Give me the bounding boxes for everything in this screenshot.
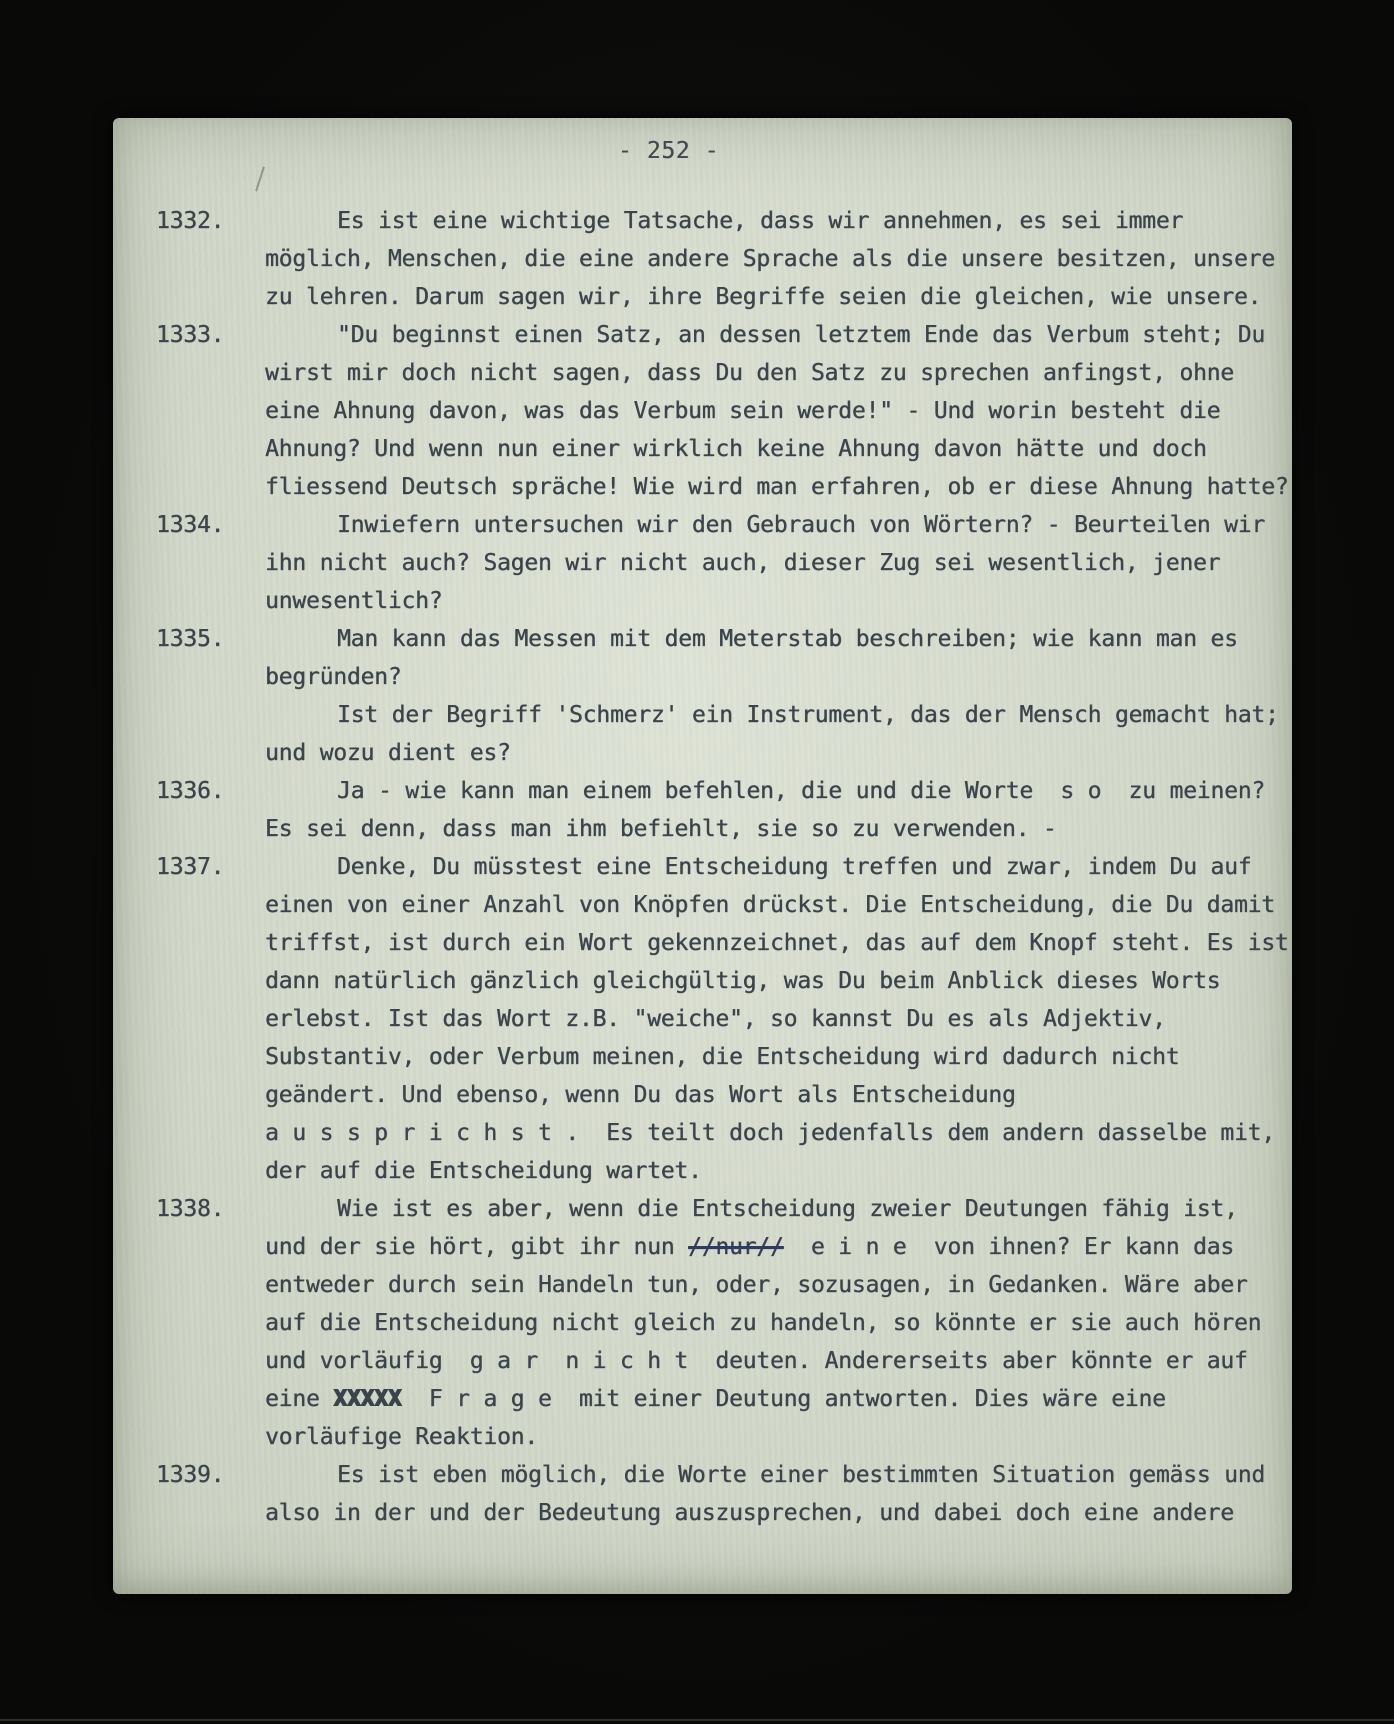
text-line xyxy=(265,1114,1286,1152)
text-run: Ist der Begriff 'Schmerz' ein Instrument, das der Mensch gemacht hat; xyxy=(337,702,1279,728)
text-line xyxy=(265,1342,1286,1380)
text-run: auf die Entscheidung nicht gleich zu handeln, so könnte er sie auch hören xyxy=(265,1310,1262,1336)
text-line xyxy=(265,506,1286,544)
text-run: eine Ahnung davon, was das Verbum sein werde!" - Und worin besteht die xyxy=(265,398,1221,424)
typescript-body xyxy=(156,202,1289,1532)
paragraph-row xyxy=(156,202,1286,316)
text-run: und der sie hört, gibt ihr nun xyxy=(265,1234,689,1260)
document-page xyxy=(113,118,1292,1594)
text-line xyxy=(265,696,1286,734)
text-run: Inwiefern untersuchen wir den Gebrauch von Wörtern? - Beurteilen wir xyxy=(337,512,1266,538)
text-run: Man kann das Messen mit dem Meterstab beschreiben; wie kann man es xyxy=(337,626,1238,652)
text-run: einen von einer Anzahl von Knöpfen drückst. Die Entscheidung, die Du damit xyxy=(265,892,1275,918)
text-run: Es ist eben möglich, die Worte einer bestimmten Situation gemäss und xyxy=(337,1462,1266,1488)
paragraph-row xyxy=(156,848,1289,1190)
text-line xyxy=(265,886,1286,924)
text-line xyxy=(265,544,1286,582)
text-run: Wie ist es aber, wenn die Entscheidung zweier Deutungen fähig ist, xyxy=(337,1196,1238,1222)
paragraph-lines xyxy=(265,316,1289,506)
text-line xyxy=(265,202,1286,240)
text-run: ihn nicht auch? Sagen wir nicht auch, dieser Zug sei wesentlich, jener xyxy=(265,550,1221,576)
paragraph-lines xyxy=(265,506,1286,620)
text-line xyxy=(265,278,1286,316)
text-run: Denke, Du müsstest eine Entscheidung treffen und zwar, indem Du auf xyxy=(337,854,1252,880)
stray-pen-mark xyxy=(255,166,265,191)
text-run: fliessend Deutsch spräche! Wie wird man erfahren, ob er diese Ahnung hatte? xyxy=(265,474,1289,500)
photo-edge-artifact xyxy=(0,1719,1394,1721)
text-run: der auf die Entscheidung wartet. xyxy=(265,1158,702,1184)
text-line xyxy=(265,734,1286,772)
text-line xyxy=(265,1304,1286,1342)
text-run: zu lehren. Darum sagen wir, ihre Begriffe seien die gleichen, wie unsere. xyxy=(265,284,1262,310)
text-line xyxy=(265,392,1286,430)
text-run: Substantiv, oder Verbum meinen, die Entscheidung wird dadurch nicht xyxy=(265,1044,1180,1070)
paragraph-lines xyxy=(265,1190,1286,1456)
paragraph-number: 1338. xyxy=(156,1196,225,1222)
text-line xyxy=(265,1038,1286,1076)
text-line xyxy=(265,1190,1286,1228)
paragraph-lines xyxy=(265,772,1286,848)
paragraph-lines xyxy=(265,848,1289,1190)
text-line xyxy=(265,468,1289,506)
paragraph-lines xyxy=(265,696,1286,772)
text-line xyxy=(265,772,1286,810)
paragraph-number: 1337. xyxy=(156,854,225,880)
text-run: dann natürlich gänzlich gleichgültig, was Du beim Anblick dieses Worts xyxy=(265,968,1221,994)
text-run: erlebst. Ist das Wort z.B. "weiche", so kannst Du es als Adjektiv, xyxy=(265,1006,1166,1032)
text-run: vorläufige Reaktion. xyxy=(265,1424,538,1450)
paragraph-lines xyxy=(265,620,1286,696)
text-run: Es sei denn, dass man ihm befiehlt, sie so zu verwenden. - xyxy=(265,816,1057,842)
text-run: F r a g e mit einer Deutung antworten. Dies wäre eine xyxy=(401,1386,1166,1412)
paragraph-number: 1336. xyxy=(156,778,225,804)
page-number: - 252 - xyxy=(618,138,720,164)
paragraph-number: 1334. xyxy=(156,512,225,538)
paragraph-row xyxy=(156,1190,1286,1456)
struck-out-word: //nur// xyxy=(688,1234,784,1260)
text-run: Ja - wie kann man einem befehlen, die und die Worte s o zu meinen? xyxy=(337,778,1266,804)
paragraph-number: 1333. xyxy=(156,322,225,348)
text-run: geändert. Und ebenso, wenn Du das Wort als Entscheidung xyxy=(265,1082,1016,1108)
paragraph-row xyxy=(156,506,1286,620)
text-line xyxy=(265,1456,1286,1494)
text-run: möglich, Menschen, die eine andere Sprache als die unsere besitzen, unsere xyxy=(265,246,1275,272)
paragraph-lines xyxy=(265,1456,1286,1532)
text-run: Ahnung? Und wenn nun einer wirklich keine Ahnung davon hätte und doch xyxy=(265,436,1207,462)
paragraph-row xyxy=(156,772,1286,848)
text-line xyxy=(265,620,1286,658)
text-line xyxy=(265,962,1286,1000)
text-line xyxy=(265,240,1286,278)
text-line xyxy=(265,1228,1286,1266)
paragraph-lines xyxy=(265,202,1286,316)
text-line xyxy=(265,924,1289,962)
text-line xyxy=(265,1418,1286,1456)
text-run: unwesentlich? xyxy=(265,588,443,614)
overtyped-word: XXXXX xyxy=(333,1386,402,1412)
paragraph-row xyxy=(156,620,1286,696)
paragraph-number: 1332. xyxy=(156,208,225,234)
text-line xyxy=(265,1266,1286,1304)
text-line xyxy=(265,1000,1286,1038)
text-line xyxy=(265,1380,1286,1418)
text-run: und wozu dient es? xyxy=(265,740,511,766)
text-line xyxy=(265,810,1286,848)
paragraph-number: 1335. xyxy=(156,626,225,652)
text-run: e i n e von ihnen? Er kann das xyxy=(783,1234,1234,1260)
text-line xyxy=(265,1076,1286,1114)
paragraph-row xyxy=(156,696,1286,772)
paragraph-row xyxy=(156,1456,1286,1532)
text-line xyxy=(265,848,1286,886)
text-run: Es ist eine wichtige Tatsache, dass wir annehmen, es sei immer xyxy=(337,208,1184,234)
text-line xyxy=(265,582,1286,620)
text-line xyxy=(265,354,1286,392)
text-run: triffst, ist durch ein Wort gekennzeichnet, das auf dem Knopf steht. Es ist xyxy=(265,930,1289,956)
text-run: wirst mir doch nicht sagen, dass Du den Satz zu sprechen anfingst, ohne xyxy=(265,360,1234,386)
text-run: a u s s p r i c h s t . Es teilt doch jedenfalls dem andern dasselbe mit, xyxy=(265,1120,1275,1146)
text-line xyxy=(265,1494,1286,1532)
paragraph-row xyxy=(156,316,1289,506)
text-line xyxy=(265,658,1286,696)
text-run: begründen? xyxy=(265,664,402,690)
text-line xyxy=(265,316,1286,354)
text-line xyxy=(265,430,1286,468)
text-run: also in der und der Bedeutung auszusprechen, und dabei doch eine andere xyxy=(265,1500,1234,1526)
text-run: "Du beginnst einen Satz, an dessen letztem Ende das Verbum steht; Du xyxy=(337,322,1266,348)
paragraph-number: 1339. xyxy=(156,1462,225,1488)
text-run: und vorläufig g a r n i c h t deuten. Andererseits aber könnte er auf xyxy=(265,1348,1248,1374)
text-run: entweder durch sein Handeln tun, oder, sozusagen, in Gedanken. Wäre aber xyxy=(265,1272,1248,1298)
text-line xyxy=(265,1152,1286,1190)
text-run: eine xyxy=(265,1386,334,1412)
